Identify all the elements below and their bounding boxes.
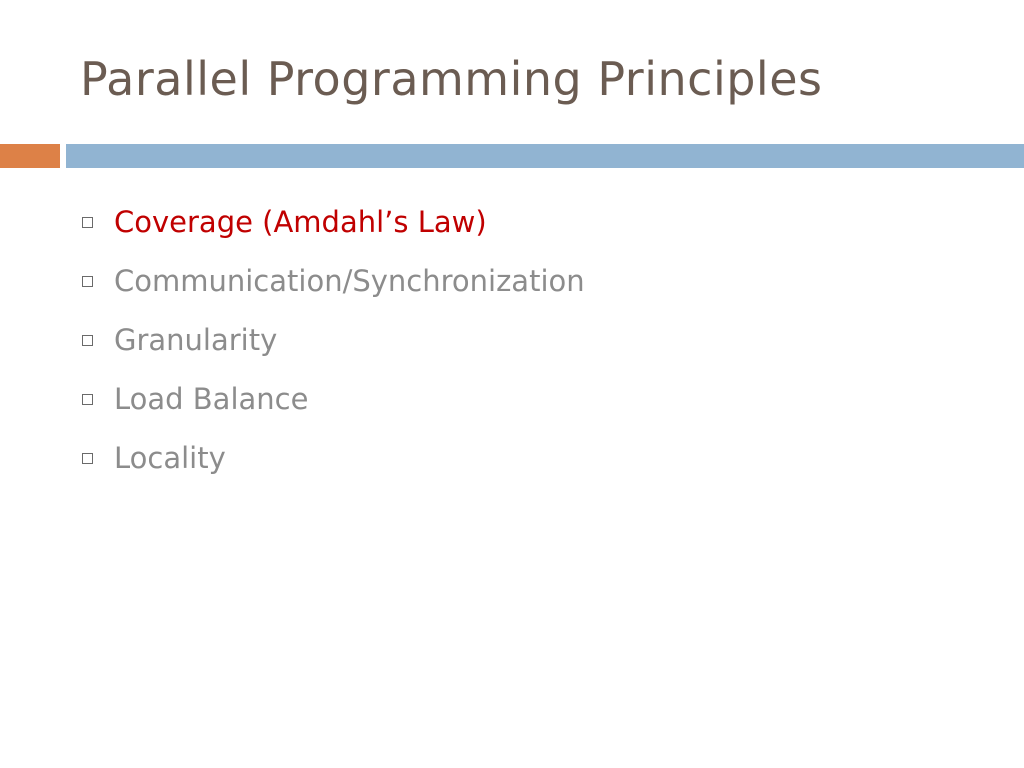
slide-title: Parallel Programming Principles bbox=[80, 52, 823, 106]
bullet-item bbox=[82, 310, 585, 369]
bullet-item bbox=[82, 251, 585, 310]
square-bullet-icon bbox=[82, 276, 93, 287]
title-rule-orange-segment bbox=[0, 144, 60, 168]
bullet-item bbox=[82, 428, 585, 487]
bullet-item bbox=[82, 369, 585, 428]
title-rule-blue-segment bbox=[66, 144, 1024, 168]
bullet-list bbox=[82, 192, 585, 487]
bullet-item bbox=[82, 192, 585, 251]
bullet-text: Communication/Synchronization bbox=[114, 263, 585, 298]
bullet-text: Granularity bbox=[114, 322, 278, 357]
bullet-text: Coverage (Amdahl’s Law) bbox=[114, 204, 487, 239]
square-bullet-icon bbox=[82, 217, 93, 228]
square-bullet-icon bbox=[82, 453, 93, 464]
bullet-text: Load Balance bbox=[114, 381, 309, 416]
square-bullet-icon bbox=[82, 394, 93, 405]
bullet-text: Locality bbox=[114, 440, 226, 475]
square-bullet-icon bbox=[82, 335, 93, 346]
